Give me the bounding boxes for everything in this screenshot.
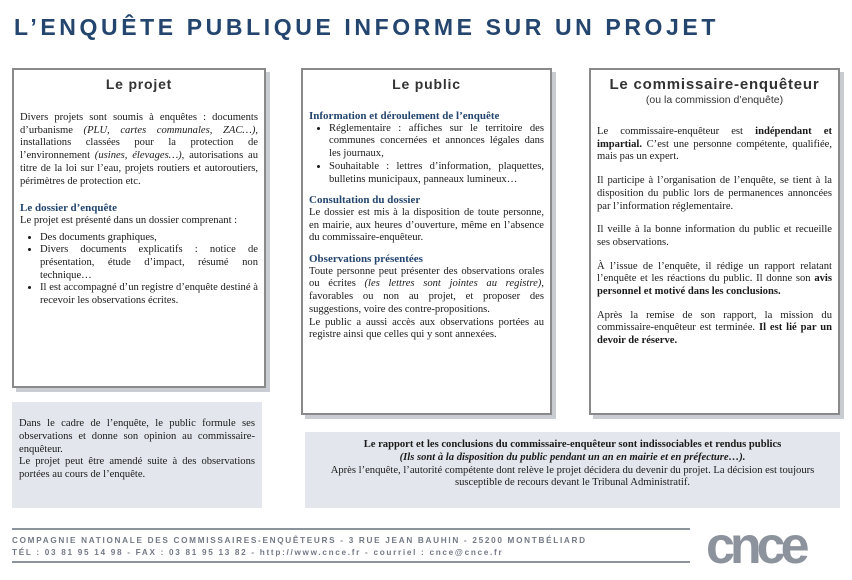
info-list [309, 123, 544, 187]
dossier-heading: Le dossier d’enquête [20, 202, 117, 215]
panel-commissaire [589, 68, 840, 415]
projet-intro-text: (PLU, cartes communales, ZAC…) [83, 124, 256, 136]
p5-text: Après la remise de son rapport, la mission du commissaire-enquêteur est terminée. [597, 309, 832, 334]
obs-text2: Le public a aussi accès aux observations portées au registre ainsi que celles qui y sont annexées. [309, 316, 544, 341]
public-summary-box [12, 402, 262, 508]
panel-commissaire-heading: Le commissaire-enquêteur [609, 76, 820, 93]
rapport-line2: (Ils sont à la disposition du public pendant un an en mairie et en préfecture…). [399, 451, 746, 463]
obs-text-part: Toute personne peut présenter des observations orales ou écrites [309, 265, 544, 290]
commissaire-p4 [597, 261, 832, 299]
list-item: • Des documents graphiques, [40, 232, 258, 245]
projet-intro-text: Divers projets sont soumis à enquêtes : documents d’urbanisme [20, 112, 258, 136]
commissaire-p2: Il participe à l’organisation de l’enquête, se tient à la disposition du public lors de permanences annoncées par l’information réglementaire. [597, 175, 832, 212]
commissaire-p3: Il veille à la bonne information du public et recueille ses observations. [597, 224, 832, 248]
projet-intro [20, 112, 258, 188]
obs-text-part: , favorables ou non au projet, et proposer des suggestions, voire des contre-propositions. [309, 278, 544, 315]
obs-text [309, 266, 544, 317]
consult-heading: Consultation du dossier [309, 194, 421, 207]
p1-text: indépendant et impartial. [597, 126, 832, 150]
p4-text: avis personnel et motivé dans les conclusions. [597, 273, 832, 298]
dossier-intro: Le projet est présenté dans un dossier comprenant : [20, 214, 238, 226]
panel-projet-heading: Le projet [105, 76, 173, 92]
p1-text: Le commissaire-enquêteur est [597, 126, 756, 137]
cnce-logo: cnce [706, 517, 805, 575]
p5-text: Il est lié par un devoir de réserve. [597, 322, 832, 347]
panel-projet [12, 68, 266, 388]
footer-divider-bottom [12, 561, 690, 563]
footer-contact: TÉL : 03 81 95 14 98 - FAX : 03 81 95 13 82 - http://www.cnce.fr - courriel : cnce@cnce.fr [12, 548, 504, 557]
obs-text-part: (les lettres sont jointes au registre) [364, 278, 542, 290]
summary-p1: Dans le cadre de l’enquête, le public formule ses observations et donne son opinion au commissaire-enquêteur. [19, 418, 255, 455]
obs-heading: Observations présentées [309, 253, 423, 266]
p1-text: C’est une personne compétente, qualifiée, mais pas un expert. [597, 138, 832, 163]
commissaire-p5 [597, 310, 832, 348]
summary-p2: Le projet peut être amendé suite à des observations portées au cours de l’enquête. [19, 456, 255, 481]
commissaire-p1 [597, 126, 832, 164]
footer-divider-top [12, 528, 690, 530]
info-heading: Information et déroulement de l’enquête [309, 110, 500, 122]
panel-commissaire-subheading: (ou la commission d’enquête) [645, 94, 784, 106]
projet-intro-text: (usines, élevages…) [94, 150, 182, 162]
projet-intro-text: , installations classées pour la protection de l’environnement [20, 124, 258, 162]
panel-public [301, 68, 552, 415]
rapport-line1: Le rapport et les conclusions du commissaire-enquêteur sont indissociables et rendus publics [363, 439, 782, 450]
dossier-list [20, 232, 258, 308]
list-item: • Souhaitable : lettres d’information, plaquettes, bulletins municipaux, panneaux lumineux… [329, 161, 544, 186]
rapport-box [305, 432, 840, 508]
p4-text: À l’issue de l’enquête, il rédige un rapport relatant l’enquête et les réactions du public. Il donne son [597, 260, 832, 285]
list-item: • Il est accompagné d’un registre d’enquête destiné à recevoir les observations écrites. [40, 282, 258, 307]
footer-address: COMPAGNIE NATIONALE DES COMMISSAIRES-ENQUÊTEURS - 3 RUE JEAN BAUHIN - 25200 MONTBÉLIARD [12, 536, 587, 545]
page-title: L’ENQUÊTE PUBLIQUE INFORME SUR UN PROJET [14, 14, 719, 40]
list-item: • Divers documents explicatifs : notice de présentation, étude d’impact, résumé non technique… [40, 244, 258, 282]
consult-text: Le dossier est mis à la disposition de toute personne, en mairie, aux heures d’ouverture, même en l’absence du commissaire-enquêteur. [309, 206, 544, 244]
projet-intro-text: , autorisations au titre de la loi sur l’eau, projets routiers et autoroutiers, périmètres de protection etc. [20, 150, 258, 187]
panel-public-heading: Le public [392, 76, 461, 92]
list-item: • Réglementaire : affiches sur le territoire des communes concernées et annonces légales dans les journaux, [329, 123, 544, 161]
rapport-line3: Après l’enquête, l’autorité compétente dont relève le projet décidera du devenir du projet. La décision est toujours susceptible de recours devant le Tribunal Administratif. [330, 464, 815, 489]
